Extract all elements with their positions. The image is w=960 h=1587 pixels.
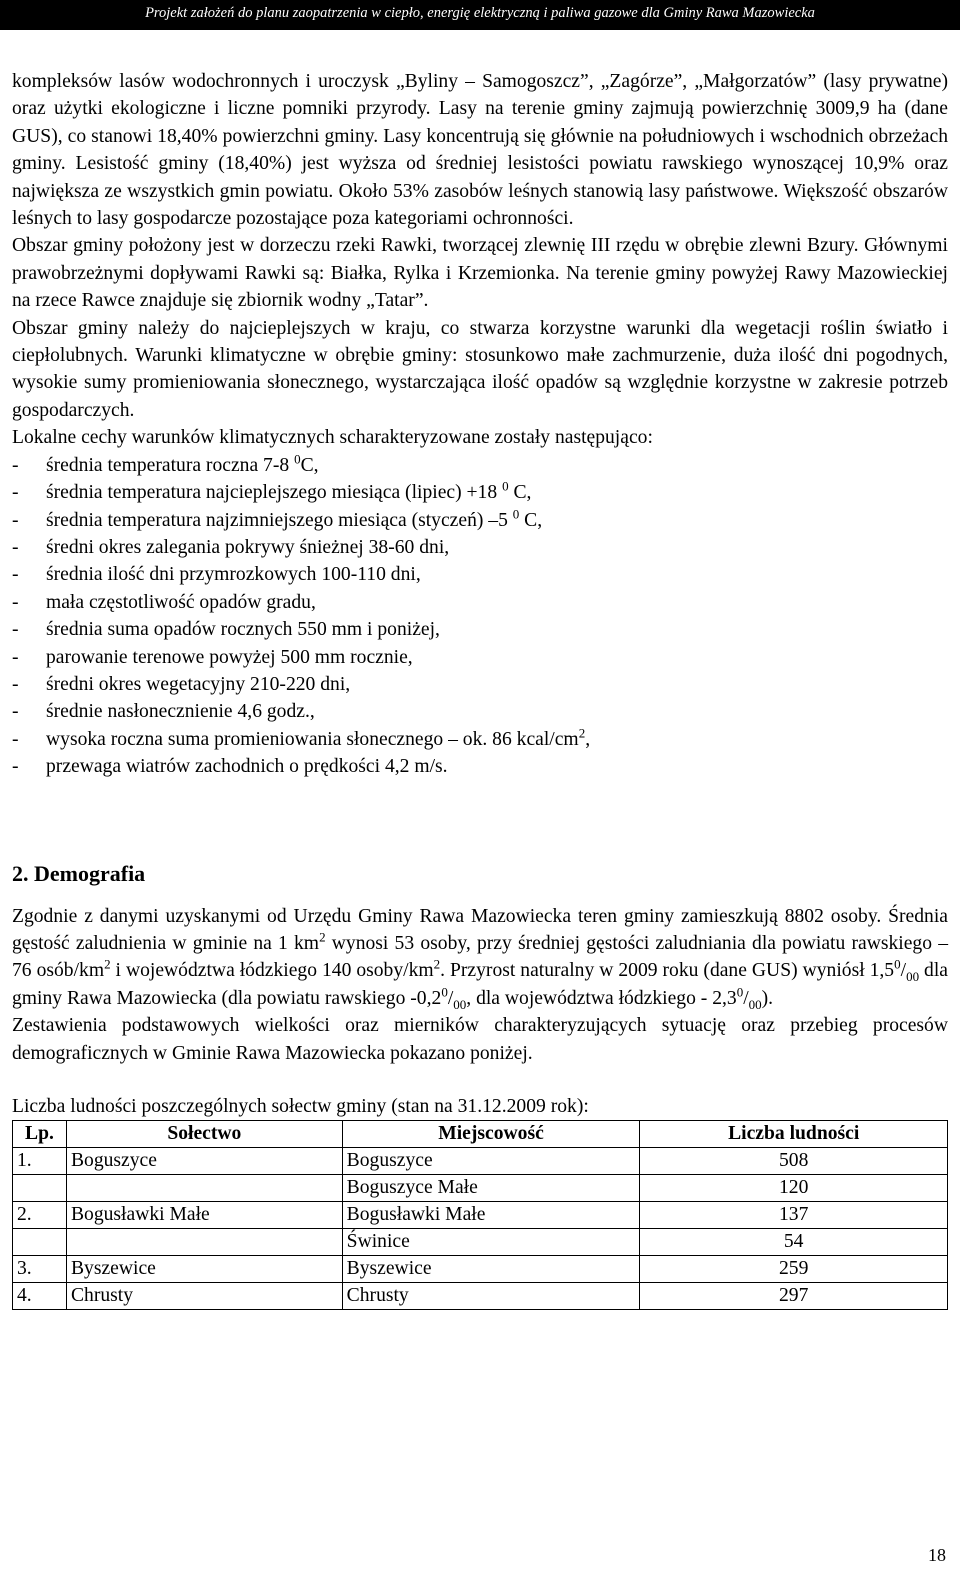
header-title: Projekt założeń do planu zaopatrzenia w ciepło, energię elektryczną i paliwa gazowe dla Gminy Rawa Mazowiecka [145, 5, 815, 21]
cell-solectwo [66, 1229, 342, 1256]
cell-liczba: 54 [640, 1229, 948, 1256]
paragraph-population: Zgodnie z danymi uzyskanymi od Urzędu Gminy Rawa Mazowiecka teren gminy zamieszkują 8802 osoby. Średnia gęstość zaludnienia w gminie na 1 $km^2$ wynosi 53 osoby, przy średniej gęstości zaludniania dla powiatu rawskiego – 76 osób/$km^2$ i województwa łódzkiego 140 osoby/$km^2$. Przyrost naturalny w 2009 roku (dane GUS) wyniósł $1,5^0/_{00}$ dla gminy Rawa Mazowiecka (dla powiatu rawskiego $-0,2^0/_{00}$, dla województwa łódzkiego - $2,3^0/_{00}$). [12, 905, 948, 1012]
list-item: - średnie nasłonecznienie 4,6 godz., [12, 698, 948, 725]
cell-liczba: 259 [640, 1256, 948, 1283]
cell-solectwo [66, 1175, 342, 1202]
cell-miejscowosc: Boguszyce [342, 1148, 640, 1175]
header-lp: Lp. [13, 1121, 67, 1148]
cell-liczba: 120 [640, 1175, 948, 1202]
list-item: - średni okres zalegania pokrywy śnieżnej 38-60 dni, [12, 534, 948, 561]
list-item: - średnia temperatura najzimniejszego miesiąca (styczeń) –5 $^0$ C, [12, 507, 948, 534]
paragraph-demographics-summary: Zestawienia podstawowych wielkości oraz mierników charakteryzujących sytuację oraz przebieg procesów demograficznych w Gminie Rawa Mazowiecka pokazano poniżej. [12, 1015, 948, 1064]
cell-liczba: 508 [640, 1148, 948, 1175]
list-item: - średnia ilość dni przymrozkowych 100-110 dni, [12, 561, 948, 588]
list-item: - mała częstotliwość opadów gradu, [12, 589, 948, 616]
header-liczba: Liczba ludności [640, 1121, 948, 1148]
cell-solectwo: Boguszyce [66, 1148, 342, 1175]
cell-lp: 1. [13, 1148, 67, 1175]
header-solectwo: Sołectwo [66, 1121, 342, 1148]
table-row [13, 1148, 948, 1175]
table-row [13, 1175, 948, 1202]
table-header-row [13, 1121, 948, 1148]
list-item: - średni okres wegetacyjny 210-220 dni, [12, 671, 948, 698]
cell-lp [13, 1175, 67, 1202]
paragraph-rivers: Obszar gminy położony jest w dorzeczu rzeki Rawki, tworzącej zlewnię III rzędu w obrębie zlewni Bzury. Głównymi prawobrzeżnymi dopływami Rawki są: Białka, Rylka i Krzemionka. Na terenie gminy powyżej Rawy Mazowieckiej na rzece Rawce znajduje się zbiornik wodny „Tatar”. [12, 235, 948, 312]
paragraph-climate: Obszar gminy należy do najcieplejszych w kraju, co stwarza korzystne warunki dla wegetacji roślin światło i ciepłolubnych. Warunki klimatyczne w obrębie gminy: stosunkowo małe zachmurzenie, duża ilość dni pogodnych, wysokie sumy promieniowania słonecznego, wystarczająca ilość opadów są względnie korzystne w zakresie potrzeb gospodarczych. [12, 317, 948, 421]
table-caption: Liczba ludności poszczególnych sołectw gminy (stan na 31.12.2009 rok): [12, 1096, 589, 1117]
cell-miejscowosc: Chrusty [342, 1283, 640, 1310]
page-header [0, 0, 960, 30]
document-body [12, 68, 948, 1310]
cell-lp: 4. [13, 1283, 67, 1310]
cell-lp: 3. [13, 1256, 67, 1283]
climate-list [12, 452, 948, 781]
cell-liczba: 137 [640, 1202, 948, 1229]
paragraph-forests: kompleksów lasów wodochronnych i uroczysk „Byliny – Samogoszcz”, „Zagórze”, „Małgorzatów” (lasy prywatne) oraz użytki ekologiczne i liczne pomniki przyrody. Lasy na terenie gminy zajmują powierzchnię 3009,9 ha (dane GUS), co stanowi 18,40% powierzchni gminy. Lasy koncentrują się głównie na południowych i wschodnich obrzeżach gminy. Lesistość gminy (18,40%) jest wyższa od średniej lesistości powiatu rawskiego wynoszącej 10,9% oraz największa ze wszystkich gmin powiatu. Około 53% zasobów leśnych stanowią lasy państwowe. Większość obszarów leśnych to lasy gospodarcze pozostające poza kategoriami ochronności. [12, 71, 948, 230]
table-row [13, 1202, 948, 1229]
cell-miejscowosc: Boguszyce Małe [342, 1175, 640, 1202]
page-number: 18 [928, 1545, 946, 1565]
cell-lp [13, 1229, 67, 1256]
list-item: - średnia temperatura najcieplejszego miesiąca (lipiec) +18 $^0$ C, [12, 479, 948, 506]
list-item: - parowanie terenowe powyżej 500 mm rocznie, [12, 644, 948, 671]
table-row [13, 1256, 948, 1283]
list-item: - średnia suma opadów rocznych 550 mm i poniżej, [12, 616, 948, 643]
population-table [12, 1120, 948, 1310]
table-row [13, 1283, 948, 1310]
cell-solectwo: Byszewice [66, 1256, 342, 1283]
cell-lp: 2. [13, 1202, 67, 1229]
list-item: - wysoka roczna suma promieniowania słonecznego – ok. 86 kcal/$cm^2$, [12, 726, 948, 753]
cell-solectwo: Chrusty [66, 1283, 342, 1310]
table-row [13, 1229, 948, 1256]
section-heading: 2. Demografia [12, 860, 146, 886]
cell-miejscowosc: Świnice [342, 1229, 640, 1256]
paragraph-climate-intro: Lokalne cechy warunków klimatycznych scharakteryzowane zostały następująco: [12, 427, 653, 449]
cell-solectwo: Bogusławki Małe [66, 1202, 342, 1229]
list-item: - przewaga wiatrów zachodnich o prędkości 4,2 m/s. [12, 753, 948, 780]
header-miejscowosc: Miejscowość [342, 1121, 640, 1148]
cell-miejscowosc: Bogusławki Małe [342, 1202, 640, 1229]
cell-miejscowosc: Byszewice [342, 1256, 640, 1283]
cell-liczba: 297 [640, 1283, 948, 1310]
list-item: - średnia temperatura roczna 7-8 $^0$C, [12, 452, 948, 479]
